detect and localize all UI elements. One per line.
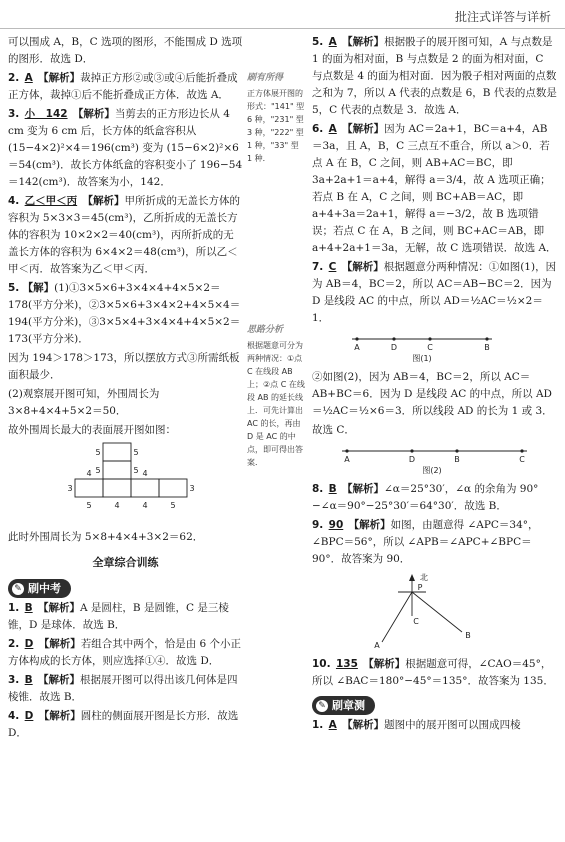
point-c	[428, 337, 431, 340]
item-number: 2.	[8, 72, 20, 84]
item-number: 4.	[8, 710, 20, 722]
item-number: 6.	[312, 123, 324, 135]
answer-item-5-right	[312, 34, 557, 119]
point-label: B	[454, 455, 460, 464]
answer-item-9	[312, 517, 557, 568]
item-answer: 90	[328, 519, 344, 531]
segment-figure-2	[312, 441, 557, 475]
chapter-item-1	[312, 717, 557, 734]
item-text: 圆柱的侧面展开图是长方形．故选 D．	[8, 710, 239, 739]
sidenote-2	[247, 324, 305, 469]
section-banner	[312, 696, 375, 715]
net-face	[103, 461, 131, 479]
net-label: 3	[67, 484, 73, 493]
net-face	[131, 479, 159, 497]
item-answer: D	[24, 710, 34, 722]
exam-item-2	[8, 636, 243, 670]
answer-item-5	[8, 280, 243, 348]
analysis-tag: 【解析】	[82, 195, 125, 207]
sidenote-text: 根据题意可分为两种情况：①点 C 在线段 AB 上；②点 C 在线段 AB 的延长线上．可先计算出 AC 的长，再由 D 是 AC 的中点，即可得出答案．	[247, 341, 305, 467]
point-label: B	[484, 343, 490, 352]
solution-tag: 【解】	[22, 282, 55, 294]
item-text: 裁掉正方形②或③或④后能折叠成正方体，裁掉①后不能折叠成正方体．故选 A．	[8, 72, 238, 101]
text-continuation: 可以围成 A，B，C 选项的图形，不能围成 D 选项的图形．故选 D．	[8, 36, 243, 65]
ray-pb	[412, 592, 462, 632]
analysis-tag: 【解析】	[38, 602, 80, 614]
pencil-icon: ✎	[316, 700, 328, 712]
point-a	[355, 337, 358, 340]
item-7-part2: ②如图(2)，因为 AB＝4，BC＝2，所以 AC＝AB+BC＝6．因为 D 是线段 AC 的中点，所以 AD＝½AC＝½×6＝3．所以线段 AD 的长为 1 或 3．	[312, 371, 553, 417]
net-label: 4	[114, 501, 120, 510]
analysis-tag: 【解析】	[363, 658, 406, 670]
analysis-tag: 【解析】	[348, 519, 391, 531]
analysis-tag: 【解析】	[341, 261, 384, 273]
point-label: P	[417, 583, 423, 592]
north-label: 北	[420, 573, 428, 582]
sidenote-heading: 刷有所得	[247, 73, 284, 83]
item-answer: D	[24, 638, 34, 650]
net-label: 5	[95, 448, 101, 457]
analysis-tag: 【解析】	[342, 483, 384, 495]
item-answer: 乙＜甲＜丙	[24, 195, 78, 207]
net-label: 5	[170, 501, 176, 510]
point-label: A	[374, 641, 380, 650]
sidenote-text: 正方体展开图的形式："141" 型 6 种，"231" 型 3 种，"222" 型 1 种，"33" 型 1 种．	[247, 89, 305, 163]
net-face	[75, 479, 103, 497]
page-header	[0, 0, 565, 30]
point-d	[392, 337, 395, 340]
answer-item-6	[312, 121, 557, 257]
net-label: 5	[133, 466, 139, 475]
point-label: C	[427, 343, 433, 352]
analysis-tag: 【解析】	[38, 638, 81, 650]
point-b	[485, 337, 488, 340]
item-number: 5.	[8, 282, 20, 294]
point-label: B	[465, 631, 471, 640]
section-banner	[8, 579, 71, 598]
answer-item-4	[8, 193, 243, 278]
item-text: 因为 AC＝2a+1，BC＝a+4，AB＝3a，且 A，B，C 三点互不重合，所以 a＞0．若点 A 在 B，C 之间，则 AB+AC＝BC，即 3a+2a+1＝a+4，解得 a＝3/4，故 A 选项正确；若点 B 在 A，C 之间，则 BC+AB＝AC，即 a+4+3a＝2a+1，解得 a＝−3/2，故 B 选项错误；若点 C 在 A，B 之间，则 BC+AC＝AB，即 a+4+2a+1＝3a，无解，故 C 选项错误．故选 A．	[312, 123, 557, 254]
analysis-tag: 【解析】	[38, 72, 81, 84]
point-label: A	[354, 343, 360, 352]
exam-item-3	[8, 672, 243, 706]
point-d	[410, 449, 413, 452]
analysis-tag: 【解析】	[38, 710, 81, 722]
analysis-tag: 【解析】	[72, 108, 115, 120]
point-label: A	[344, 455, 350, 464]
item-text: 甲所折成的无盖长方体的容积为 5×3×3＝45(cm³)，乙所折成的无盖长方体的容积为 10×2×2＝40(cm³)，丙所折成的无盖长方体的容积为 6×4×2＝48(cm³)，所以乙＜甲＜丙．故答案为乙＜甲＜丙．	[8, 195, 240, 275]
net-face	[103, 479, 131, 497]
analysis-tag: 【解析】	[38, 674, 80, 686]
item-number: 7.	[312, 261, 324, 273]
net-label: 4	[86, 469, 92, 478]
item-text: 根据骰子的展开图可知，A 与点数是 1 的面为相对面，B 与点数是 2 的面为相对面，C 与点数是 4 的面为相对面．因为骰子相对两面的点数之和为 7，所以 A 代表的点数是 6，B 代表的点数是 5，C 代表的点数是 3．故选 A．	[312, 36, 557, 116]
item-text: 若组合其中两个，恰是由 6 个小正方体构成的长方体，则应选择①④．故选 D．	[8, 638, 242, 667]
analysis-tag: 【解析】	[342, 123, 385, 135]
item-answer: B	[24, 674, 33, 686]
net-label: 3	[189, 484, 195, 493]
answer-item-10	[312, 656, 557, 690]
banner-label: 刷章测	[332, 699, 365, 712]
right-column	[312, 34, 557, 736]
item-answer: B	[328, 483, 337, 495]
pencil-icon: ✎	[12, 583, 24, 595]
segment-figure-1	[312, 329, 557, 363]
item-number: 9.	[312, 519, 324, 531]
item-answer: A	[328, 123, 337, 135]
item-text: 如图，由题意得 ∠APC＝34°，∠BPC＝56°，所以 ∠APB＝∠APC+∠BPC＝90°．故答案为 90．	[312, 519, 539, 565]
net-face	[103, 443, 131, 461]
north-arrow	[409, 574, 415, 581]
item-number: 3.	[8, 108, 20, 120]
ray-pa	[382, 592, 412, 642]
figure-caption: 图(1)	[412, 354, 432, 363]
exam-item-1	[8, 600, 243, 634]
item-5-final: 此时外围周长为 5×8+4×4+3×2＝62．	[8, 531, 204, 543]
item-number: 5.	[312, 36, 324, 48]
item-5-part2: (2)观察展开图可知，外围周长为 3×8+4×4+5×2＝50．	[8, 388, 160, 417]
item-number: 10.	[312, 658, 331, 670]
answer-item-2	[8, 70, 243, 104]
item-text: 题图中的展开图可以围成四棱	[384, 719, 521, 731]
item-5-conclusion: 因为 194＞178＞173，所以摆放方式③所需纸板面积最少．	[8, 352, 240, 381]
section-title: 全章综合训练	[92, 556, 159, 569]
net-label: 4	[142, 469, 148, 478]
item-answer: A	[328, 36, 337, 48]
item-answer: A	[24, 72, 33, 84]
analysis-tag: 【解析】	[342, 719, 385, 731]
cube-net-figure	[8, 441, 243, 523]
exam-item-4	[8, 708, 243, 742]
net-label: 5	[133, 448, 139, 457]
point-c	[520, 449, 523, 452]
answer-item-8	[312, 481, 557, 515]
point-label: D	[408, 455, 416, 464]
item-number: 8.	[312, 483, 324, 495]
item-answer: C	[328, 261, 337, 273]
net-label: 4	[142, 501, 148, 510]
header-rule	[0, 28, 565, 29]
item-answer: A	[328, 719, 337, 731]
item-text: 根据题意可得，∠CAO＝45°，所以 ∠BAC＝180°−45°＝135°．故答案为 135．	[312, 658, 554, 687]
header-title: 批注式详答与详析	[454, 10, 551, 24]
item-number: 3.	[8, 674, 20, 686]
net-label: 5	[95, 466, 101, 475]
item-text: 当剪去的正方形边长从 4 cm 变为 6 cm 后，长方体的纸盒容积从 (15−4×2)²×4＝196(cm³) 变为 (15−6×2)²×6＝54(cm³)．故长方体纸盒的容积变小了 196−54＝142(cm³)．故答案为小，142．	[8, 108, 243, 188]
point-a	[345, 449, 348, 452]
answer-item-7	[312, 259, 557, 327]
answer-item-3	[8, 106, 243, 191]
point-label: C	[413, 617, 419, 626]
net-face	[159, 479, 187, 497]
net-label: 5	[86, 501, 92, 510]
item-number: 1.	[312, 719, 324, 731]
figure-caption: 图(2)	[422, 466, 442, 475]
item-number: 1.	[8, 602, 20, 614]
item-text: 根据题意分两种情况：①如图(1)，因为 AB＝4，BC＝2，所以 AC＝AB−BC＝2．因为 D 是线段 AC 的中点，所以 AD＝½AC＝½×2＝1．	[312, 261, 557, 324]
point-label: C	[519, 455, 525, 464]
sidenote-1	[247, 72, 305, 165]
item-text: 根据展开图可以得出该几何体是四棱锥．故选 B．	[8, 674, 238, 703]
point-b	[455, 449, 458, 452]
item-number: 2.	[8, 638, 20, 650]
point-label: D	[390, 343, 398, 352]
item-answer: 小 142	[24, 108, 68, 120]
item-text: (1)①3×5×6+3×4×4+4×5×2＝178(平方分米)，②3×5×6+3×4×2+4×5×4＝194(平方分米)，③3×5×4+3×4×4+4×5×2＝173(平方分米)．	[8, 282, 241, 345]
banner-label: 刷中考	[28, 582, 61, 595]
direction-figure	[312, 570, 557, 650]
item-answer: B	[24, 602, 33, 614]
item-answer: 135	[335, 658, 358, 670]
analysis-tag: 【解析】	[342, 36, 385, 48]
left-column	[8, 34, 243, 744]
item-number: 4.	[8, 195, 20, 207]
item-7-conclusion: 故选 C．	[312, 424, 355, 436]
item-text: ∠α＝25°30′，∠α 的余角为 90°−∠α＝90°−25°30′＝64°30′．故选 B．	[312, 483, 539, 512]
item-5-figure-intro: 故外围周长最大的表面展开图如图：	[8, 424, 176, 436]
item-text: A 是圆柱，B 是圆锥，C 是三棱锥，D 是球体．故选 B．	[8, 602, 229, 631]
sidenote-heading: 思路分析	[247, 325, 284, 335]
